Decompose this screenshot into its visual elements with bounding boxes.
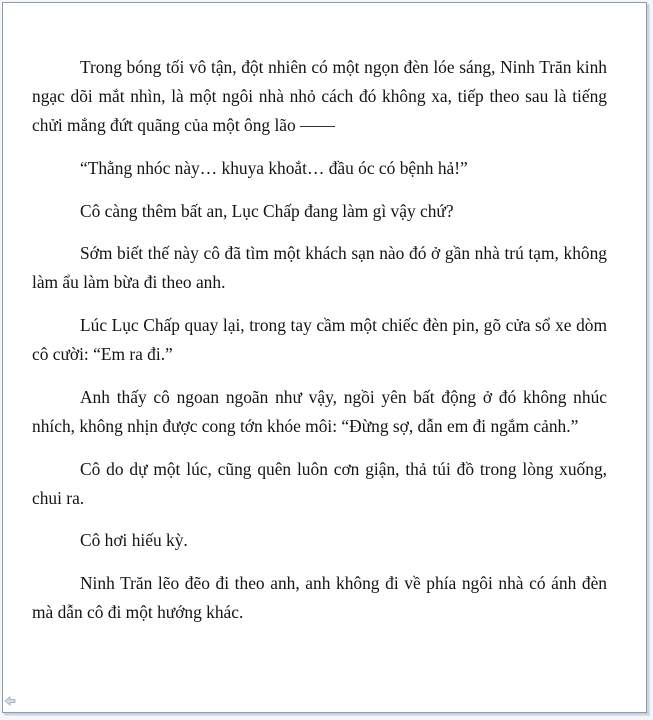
- document-page: [2, 2, 647, 713]
- paragraph: Sớm biết thế này cô đã tìm một khách sạn nào đó ở gần nhà trú tạm, không làm ẩu làm bừa đi theo anh.: [32, 243, 607, 293]
- paragraph: “Thằng nhóc này… khuya khoắt… đầu óc có bệnh hả!”: [80, 158, 468, 178]
- paragraph: Ninh Trăn lẽo đẽo đi theo anh, anh không đi về phía ngôi nhà có ánh đèn mà dẫn cô đi một hướng khác.: [32, 572, 607, 623]
- paragraph: Trong bóng tối vô tận, đột nhiên có một ngọn đèn lóe sáng, Ninh Trăn kinh ngạc dõi mắt nhìn, là một ngôi nhà nhỏ cách đó không xa, tiếp theo sau là tiếng chửi mắng đứt quãng của một ông lão ——: [32, 57, 607, 136]
- arrow-left-icon[interactable]: [4, 696, 16, 706]
- document-body: [32, 53, 607, 641]
- paragraph: Cô càng thêm bất an, Lục Chấp đang làm gì vậy chứ?: [80, 200, 454, 221]
- paragraph: Lúc Lục Chấp quay lại, trong tay cầm một chiếc đèn pin, gõ cửa sổ xe dòm cô cười: “Em ra đi.”: [32, 314, 607, 365]
- paragraph: Cô hơi hiếu kỳ.: [80, 530, 188, 551]
- paragraph: Cô do dự một lúc, cũng quên luôn cơn giận, thả túi đồ trong lòng xuống, chui ra.: [32, 458, 607, 508]
- paragraph: Anh thấy cô ngoan ngoãn như vậy, ngồi yên bất động ở đó không nhúc nhích, không nhịn được cong tớn khóe môi: “Đừng sợ, dẫn em đi ngắm cảnh.”: [32, 386, 607, 436]
